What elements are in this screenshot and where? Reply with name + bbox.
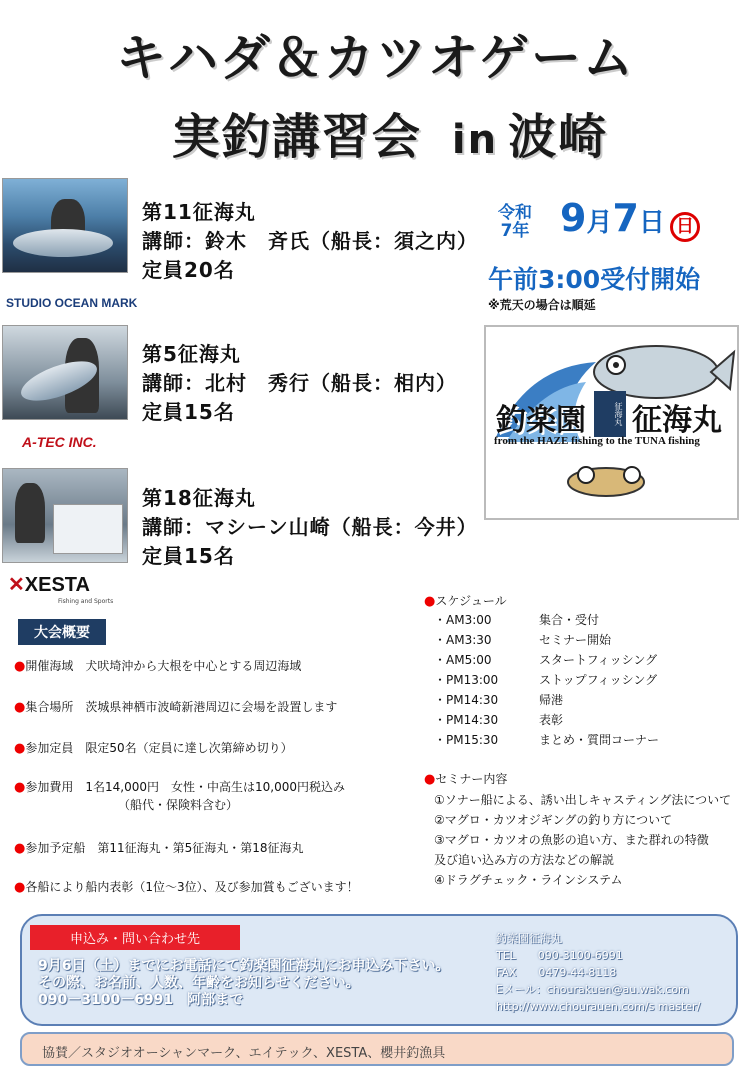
overview-fee-note: （船代・保険料含む） (118, 798, 239, 812)
schedule-event: 表彰 (539, 713, 564, 727)
schedule-event: ストップフィッシング (539, 673, 658, 687)
seminar-item: ①ソナー船による、誘い出しキャスティング法について (434, 793, 732, 807)
weekday-badge: 日 (670, 212, 700, 242)
schedule-time: ・PM13:00 (434, 673, 499, 687)
schedule-time: ・PM14:30 (434, 693, 499, 707)
overview-heading: 大会概要 (18, 619, 106, 645)
boat-3-name: 第18征海丸 (142, 486, 256, 510)
boat-2-instructor: 講師：北村 秀行（船長：相内） (142, 371, 457, 395)
shop-logo (484, 325, 739, 520)
label-venue: 集合場所 (25, 700, 74, 714)
contact-msg-line3: 090－3100－6991 阿部まで (38, 992, 244, 1008)
contact-msg-line2: その際、お名前、人数、年齢をお知らせください。 (38, 975, 360, 991)
contact-email[interactable]: Eメール：chourakuen@au.wak.com (496, 983, 689, 996)
bullet-icon: ● (14, 841, 26, 856)
schedule-row (434, 610, 734, 630)
label-fee: 参加費用 (25, 780, 74, 794)
boat-3-info (142, 484, 478, 571)
text-area: 犬吠埼沖から大根を中心とする周辺海域 (85, 659, 302, 673)
support-bar: 協賛／スタジオオーシャンマーク、エイテック、XESTA、櫻井釣漁具 (20, 1032, 734, 1066)
overview-item-fee (14, 779, 345, 796)
date-day: 7 (612, 196, 639, 240)
date-day-unit: 日 (638, 208, 665, 238)
contact-heading: 申込み・問い合わせ先 (30, 925, 240, 950)
contact-tel[interactable]: TEL 090-3100-6991 (496, 949, 623, 962)
date-month-unit: 月 (586, 208, 613, 238)
contact-msg-line1: 9月6日（土）までにお電話にて釣楽園征海丸にお申込み下さい。 (38, 958, 450, 974)
logo-right-text: 征海丸 (632, 403, 722, 438)
poster-subtitle (60, 98, 720, 167)
overview-item-boats (14, 840, 304, 857)
schedule-event: セミナー開始 (539, 633, 612, 647)
schedule-title (424, 591, 507, 612)
bullet-icon: ● (14, 880, 26, 895)
logo-badge: 征海丸 (594, 391, 626, 437)
schedule-row (434, 670, 734, 690)
boat-1-capacity: 定員20名 (142, 258, 235, 282)
schedule-row (434, 710, 734, 730)
overview-item-venue (14, 699, 337, 716)
boat-1-info (142, 198, 478, 285)
text-boats: 第11征海丸・第5征海丸・第18征海丸 (97, 841, 304, 855)
era-year: 7年 (500, 221, 530, 241)
contact-info (496, 930, 700, 1015)
subtitle-in: in (451, 117, 499, 163)
schedule-row (434, 650, 734, 670)
schedule-event: スタートフィッシング (539, 653, 658, 667)
overview-item-awards (14, 879, 359, 896)
seminar-list (434, 790, 750, 890)
schedule-event: まとめ・質問コーナー (539, 733, 660, 747)
boat-1-photo (2, 178, 128, 273)
label-area: 開催海域 (25, 659, 74, 673)
schedule-time: ・AM3:00 (434, 613, 492, 627)
boat-1-name: 第11征海丸 (142, 200, 256, 224)
contact-url[interactable]: http://www.chourauen.com/s master/ (496, 1000, 701, 1013)
sponsor-xesta (8, 572, 90, 597)
date-month: 9 (560, 196, 587, 240)
seminar-item: 及び追い込み方の方法などの解説 (434, 853, 615, 867)
boat-2-info (142, 340, 457, 427)
boat-2-photo (2, 325, 128, 420)
contact-fax: FAX 0479-44-8118 (496, 966, 617, 979)
bullet-icon: ● (424, 772, 436, 787)
boat-2-name: 第5征海丸 (142, 342, 241, 366)
bullet-icon: ● (14, 700, 26, 715)
text-capacity: 限定50名（定員に達し次第締め切り） (85, 741, 293, 755)
reception-time: 午前3:00受付開始 (488, 265, 701, 294)
era-reiwa: 令和 (498, 203, 532, 223)
overview-item-area (14, 658, 301, 675)
text-awards: 各船により船内表彰（1位～3位）、及び参加賞もございます！ (25, 880, 359, 894)
contact-message (38, 958, 468, 1009)
text-venue: 茨城県神栖市波崎新港周辺に会場を設置します (85, 700, 338, 714)
xesta-mark-icon: ✕ (8, 574, 25, 596)
schedule-time: ・AM3:30 (434, 633, 492, 647)
bullet-icon: ● (14, 780, 26, 795)
schedule-list (434, 610, 734, 750)
xesta-sub: Fishing and Sports (58, 598, 114, 605)
boat-2-capacity: 定員15名 (142, 400, 235, 424)
sponsor-atec: A-TEC INC. (22, 434, 97, 450)
seminar-item: ③マグロ・カツオの魚影の追い方、また群れの特徴 (434, 833, 709, 847)
schedule-time: ・PM15:30 (434, 733, 499, 747)
logo-subtitle: from the HAZE fishing to the TUNA fishing (494, 435, 700, 447)
schedule-time: ・PM14:30 (434, 713, 499, 727)
boat-3-capacity: 定員15名 (142, 544, 235, 568)
contact-shop: 釣楽園征海丸 (496, 932, 562, 945)
bullet-icon: ● (424, 594, 436, 609)
schedule-title-text: スケジュール (435, 594, 507, 608)
boat-1-instructor: 講師：鈴木 斉氏（船長：須之内） (142, 229, 478, 253)
seminar-item: ④ドラグチェック・ラインシステム (434, 873, 623, 887)
boat-3-instructor: 講師：マシーン山崎（船長：今井） (142, 515, 478, 539)
logo-left-text: 釣楽園 (496, 403, 586, 438)
seminar-title-text: セミナー内容 (435, 772, 508, 786)
boat-3-photo (2, 468, 128, 563)
bullet-icon: ● (14, 659, 26, 674)
schedule-row (434, 630, 734, 650)
event-date (560, 196, 700, 242)
label-boats: 参加予定船 (25, 841, 86, 855)
overview-item-capacity (14, 740, 293, 757)
xesta-label: XESTA (24, 574, 90, 596)
schedule-row (434, 690, 734, 710)
poster-title: キハダ＆カツオゲーム (116, 29, 635, 87)
date-era (498, 204, 532, 240)
subtitle-place: 波崎 (508, 109, 609, 165)
schedule-row (434, 730, 734, 750)
seminar-title (424, 769, 507, 790)
seminar-item: ②マグロ・カツオジギングの釣り方について (434, 813, 673, 827)
schedule-event: 帰港 (539, 693, 564, 707)
label-capacity: 参加定員 (25, 741, 74, 755)
sponsor-ocean-mark: STUDIO OCEAN MARK (6, 296, 138, 310)
schedule-event: 集合・受付 (539, 613, 600, 627)
text-fee: 1名14,000円 女性・中高生は10,000円税込み (85, 780, 345, 794)
weather-note: ※荒天の場合は順延 (488, 298, 596, 312)
bullet-icon: ● (14, 741, 26, 756)
subtitle-text: 実釣講習会 (171, 109, 422, 165)
schedule-time: ・AM5:00 (434, 653, 492, 667)
